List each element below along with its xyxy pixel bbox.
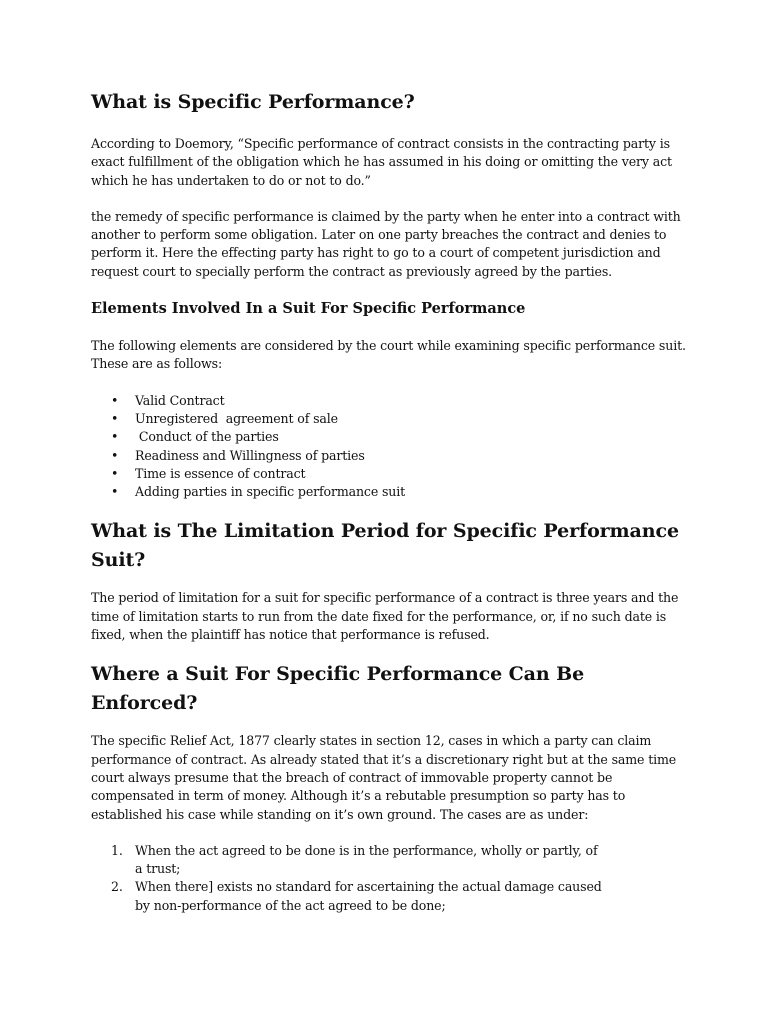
list-item-line: When the act agreed to be done is in the performance, wholly or partly, of — [135, 842, 598, 858]
bullet-icon: • — [111, 429, 119, 445]
paragraph-limitation: The period of limitation for a suit for specific performance of a contract is three years and the time of limitation starts to run from the date fixed for the performance, or, if no such date is fixed, when the plaintiff has notice that performance is refused. — [91, 590, 679, 643]
heading-limitation-period: What is The Limitation Period for Specific Performance Suit? — [91, 520, 679, 572]
bullet-icon: • — [111, 410, 119, 426]
elements-list — [91, 392, 691, 502]
document-page — [91, 88, 691, 915]
cases-list — [91, 842, 691, 915]
list-item — [91, 447, 691, 465]
list-item — [91, 483, 691, 501]
list-item — [91, 392, 691, 410]
list-item-text: Valid Contract — [135, 392, 225, 408]
list-item-number: 1. — [111, 842, 123, 858]
list-item-text: Readiness and Willingness of parties — [135, 447, 365, 463]
paragraph-remedy: the remedy of specific performance is claimed by the party when he enter into a contract with another to perform some obligation. Later on one party breaches the contract and denies to perform it. Here the effecting party has right to go to a court of competent jurisdiction and request court to specially perform the contract as previously agreed by the parties. — [91, 208, 681, 279]
list-item-line: a trust; — [135, 861, 181, 877]
paragraph-relief-act: The specific Relief Act, 1877 clearly states in section 12, cases in which a party can claim performance of contract. As already stated that it’s a discretionary right but at the same time court always presume that the breach of contract of immovable property cannot be compensated in term of money. Although it’s a rebutable presumption so party has to established his case while standing on it’s own ground. The cases are as under: — [91, 733, 677, 822]
list-item-line: When there] exists no standard for ascertaining the actual damage caused — [135, 879, 602, 895]
list-item — [91, 410, 691, 428]
list-item-text: Unregistered agreement of sale — [135, 410, 338, 426]
paragraph-definition: According to Doemory, “Specific performance of contract consists in the contracting party is exact fulfillment of the obligation which he has assumed in his doing or omitting the very act which he has undertaken to do or not to do.” — [91, 136, 672, 188]
heading-where-enforced: Where a Suit For Specific Performance Can Be Enforced? — [91, 663, 585, 715]
list-item-number: 2. — [111, 879, 123, 895]
list-item — [91, 842, 691, 879]
bullet-icon: • — [111, 447, 119, 463]
heading-elements-involved: Elements Involved In a Suit For Specific Performance — [91, 300, 526, 318]
list-item-text: Adding parties in specific performance suit — [135, 484, 406, 500]
bullet-icon: • — [111, 465, 119, 481]
list-item — [91, 428, 691, 446]
list-item-line: by non-performance of the act agreed to be done; — [135, 897, 446, 913]
list-item-text: Conduct of the parties — [135, 429, 279, 445]
list-item — [91, 878, 691, 915]
bullet-icon: • — [111, 392, 119, 408]
list-item-text: Time is essence of contract — [135, 465, 306, 481]
bullet-icon: • — [111, 484, 119, 500]
list-item — [91, 465, 691, 483]
heading-what-is-specific-performance: What is Specific Performance? — [91, 91, 415, 113]
paragraph-elements-intro: The following elements are considered by the court while examining specific performance suit. These are as follows: — [91, 338, 686, 372]
